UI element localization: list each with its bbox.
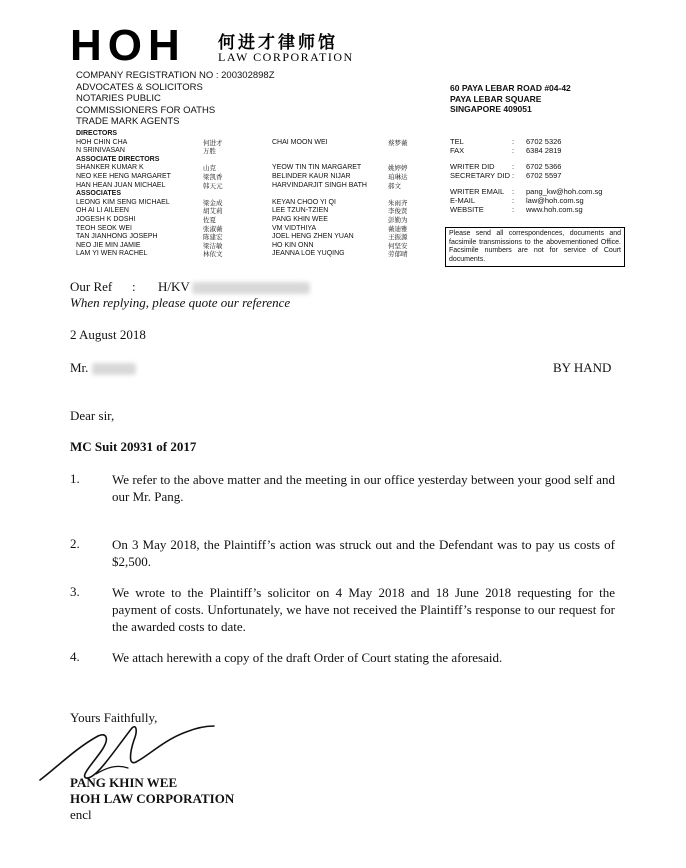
service-notice: Please send all correspondences, documents and facsimile transmissions to the abovementioned Office. Facsimile numbers are not for service of Court documents. [445, 227, 625, 267]
address-line: SINGAPORE 409051 [450, 104, 532, 114]
writer-email-link[interactable]: pang_kw@hoh.com.sg [526, 187, 603, 196]
directors-heading: DIRECTORS [76, 130, 118, 137]
associates-heading: ASSOCIATES [76, 190, 121, 198]
subject-line: MC Suit 20931 of 2017 [70, 439, 197, 454]
paragraph: 2. On 3 May 2018, the Plaintiff’s action was struck out and the Defendant was to pay us costs of $2,500. [70, 536, 615, 569]
delivery-method: BY HAND [553, 360, 612, 375]
firm-chinese-name: 何进才律师馆 [218, 33, 338, 53]
paragraph: 1. We refer to the above matter and the meeting in our office yesterday between your good self and our Mr. Pang. [70, 471, 615, 504]
signatory-name: PANG KHIN WEE [70, 775, 178, 790]
enclosure-note: encl [70, 807, 92, 822]
redacted-addressee-name [92, 363, 136, 375]
reply-note: When replying, please quote our reference [70, 295, 291, 310]
address-line: PAYA LEBAR SQUARE [450, 93, 542, 104]
associate-directors-heading: ASSOCIATE DIRECTORS [76, 155, 160, 163]
registration-number: COMPANY REGISTRATION NO : 200302898Z [76, 70, 275, 81]
our-reference: Our Ref : H/KV [70, 279, 310, 295]
closing: Yours Faithfully, [70, 710, 158, 725]
email-link[interactable]: law@hoh.com.sg [526, 196, 584, 205]
role-line: COMMISSIONERS FOR OATHS [76, 104, 216, 116]
salutation: Dear sir, [70, 408, 115, 423]
signatory-firm: HOH LAW CORPORATION [70, 791, 235, 806]
website-link[interactable]: www.hoh.com.sg [526, 205, 583, 214]
firm-subtitle: LAW CORPORATION [218, 50, 354, 64]
paragraph: 4. We attach herewith a copy of the draft Order of Court stating the aforesaid. [70, 649, 503, 665]
registration-block [76, 70, 275, 128]
addressee: Mr. [70, 360, 136, 376]
signatory-block [70, 775, 234, 807]
reference-value: H/KV [158, 279, 190, 294]
firm-logo: HOH [70, 21, 186, 70]
paragraph: 3. We wrote to the Plaintiff’s solicitor on 4 May 2018 and 18 June 2018 requesting for the payment of costs. Unfortunately, we have not received the Plaintiff’s response to our request for the awarded costs to date. [70, 584, 615, 634]
letter-date: 2 August 2018 [70, 327, 146, 342]
role-line: NOTARIES PUBLIC [76, 93, 161, 104]
redacted-reference [192, 282, 310, 294]
office-address [450, 83, 571, 115]
address-line: 60 PAYA LEBAR ROAD #04-42 [450, 83, 571, 93]
role-line: TRADE MARK AGENTS [76, 116, 180, 127]
role-line: ADVOCATES & SOLICITORS [76, 81, 203, 93]
